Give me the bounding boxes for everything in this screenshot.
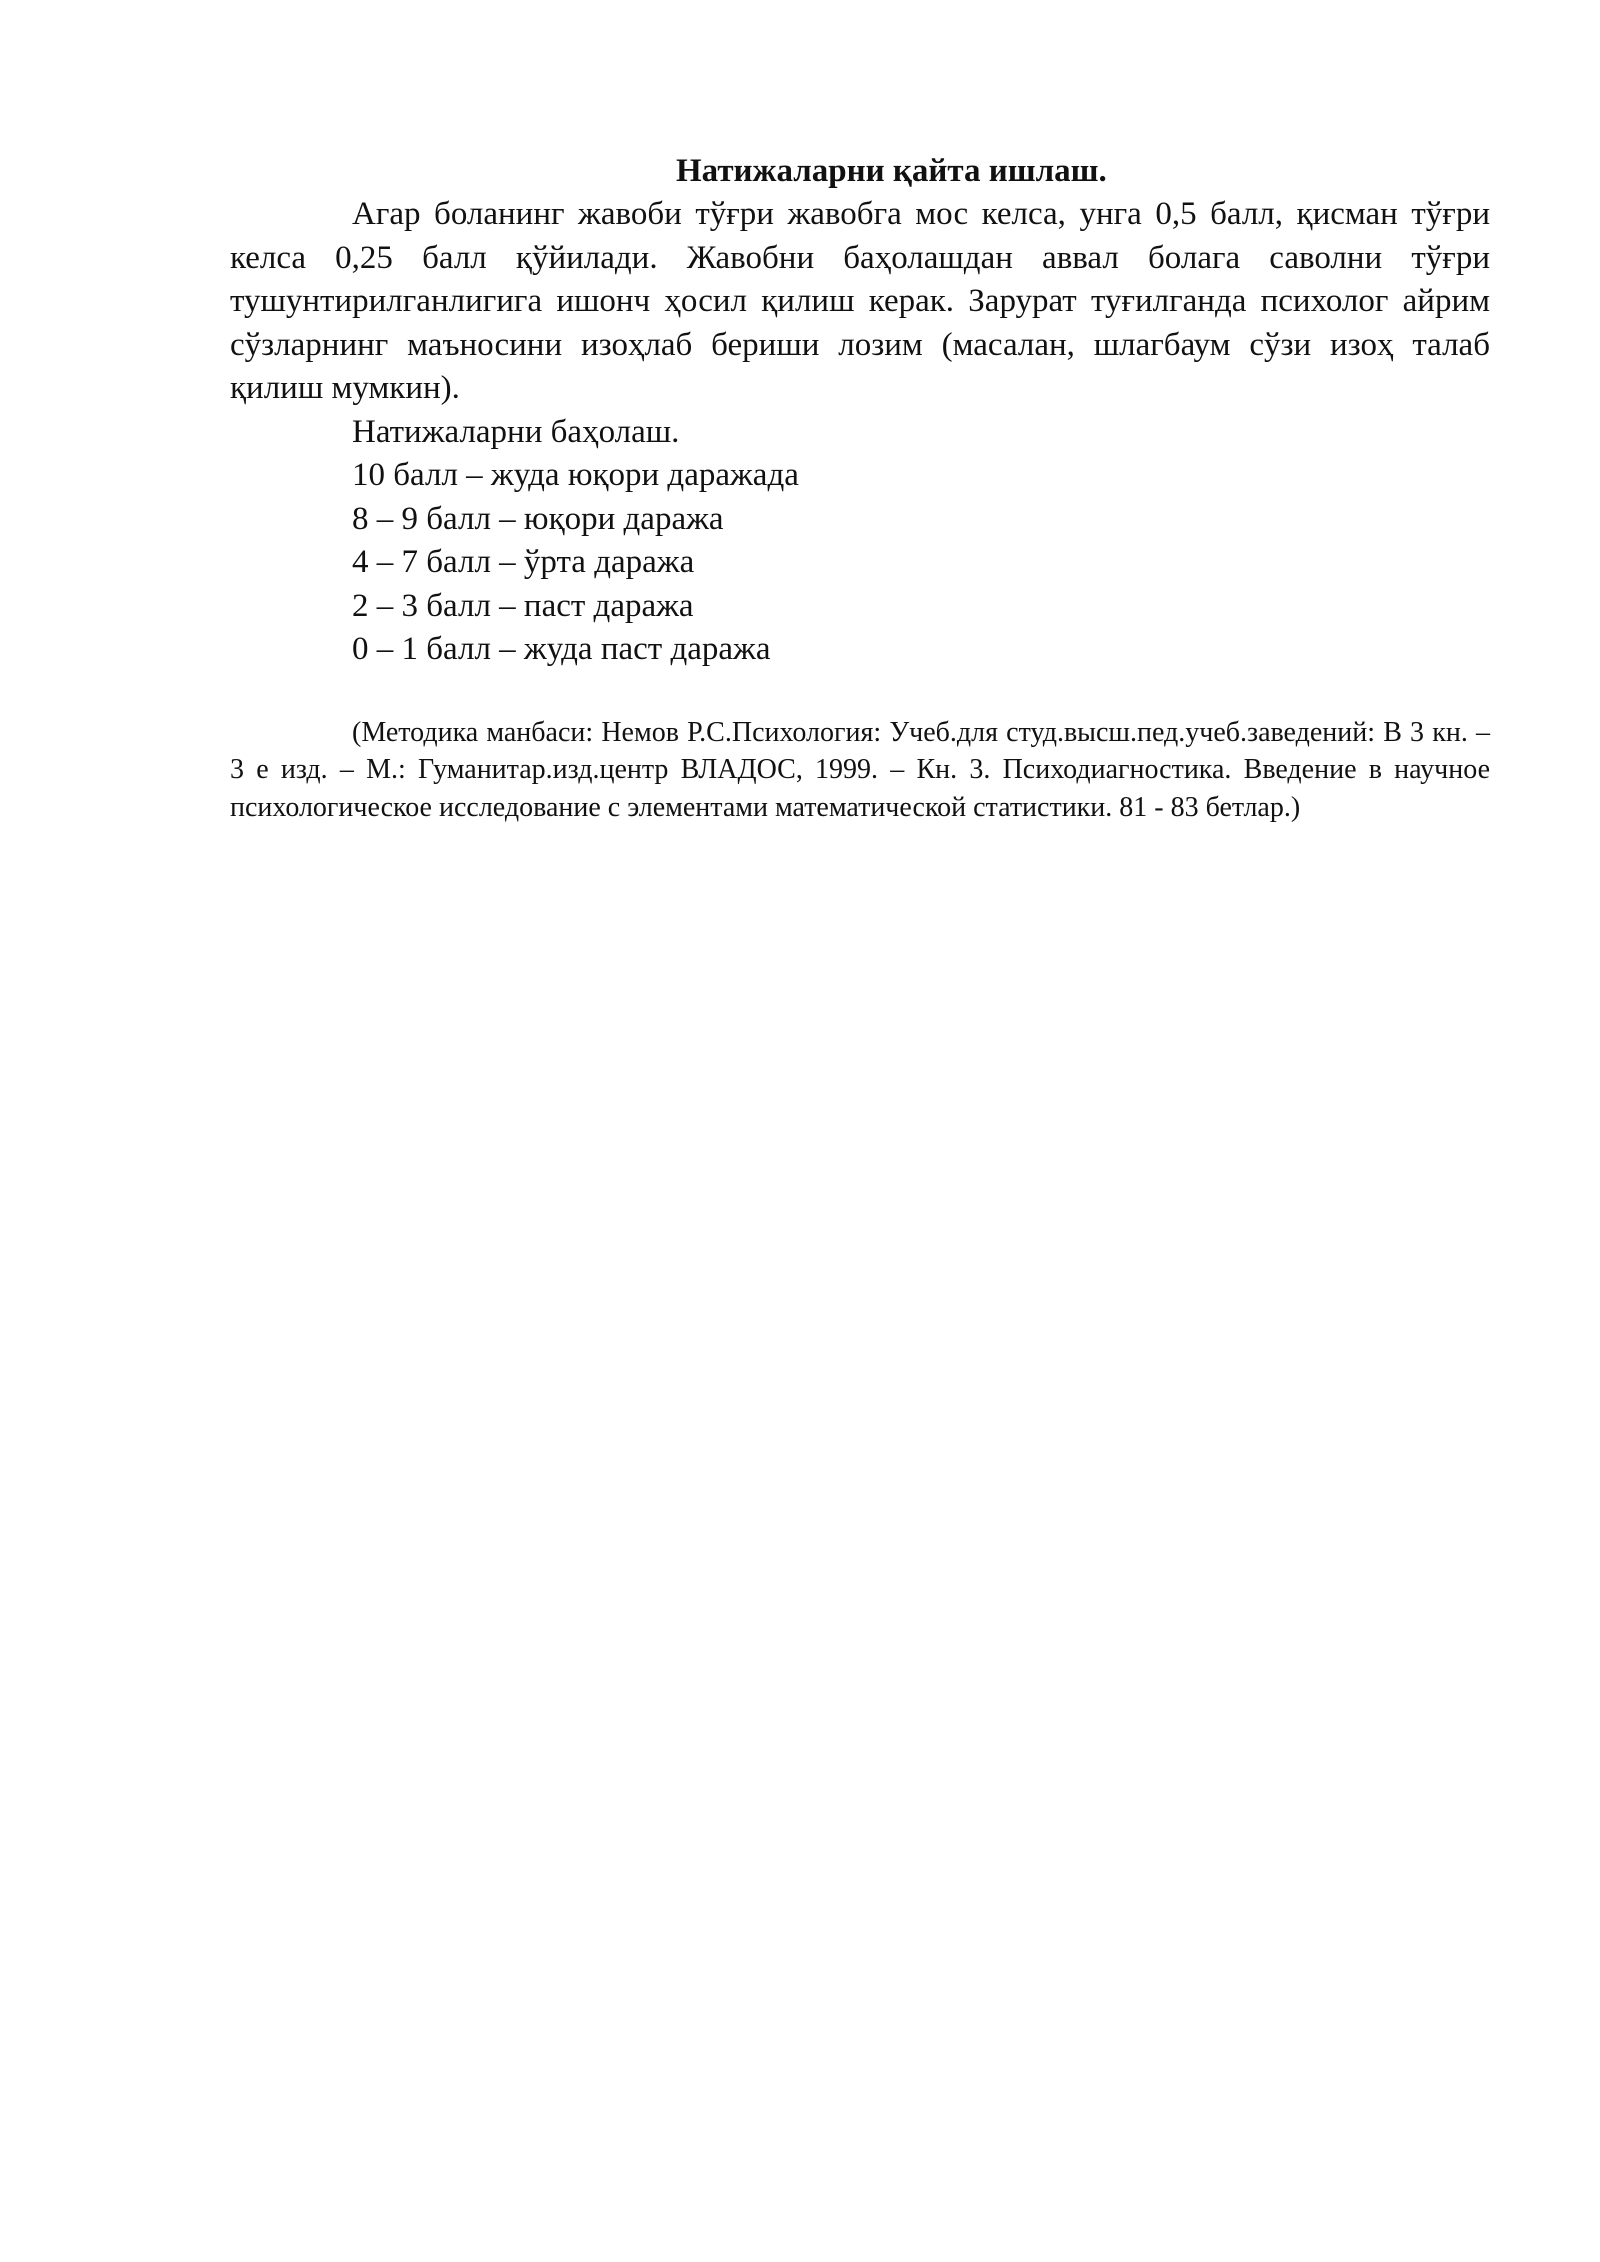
section-title: Натижаларни қайта ишлаш.	[676, 153, 1107, 189]
instruction-paragraph: Агар боланинг жавоби тўғри жавобга мос келса, унга 0,5 балл, қисман тўғри келса 0,25 балл қўйилади. Жавобни баҳолашдан аввал болага саволни тўғри тушунтирилганлигига ишонч ҳосил қилиш керак. Зарурат туғилганда психолог айрим сўзларнинг маъносини изоҳлаб бериши лозим (масалан, шлагбаум сўзи изоҳ талаб қилиш мумкин).	[230, 196, 1490, 406]
score-item: 8 – 9 балл – юқори даража	[352, 500, 724, 537]
source-citation: (Методика манбаси: Немов Р.С.Психология: Учеб.для студ.высш.пед.учеб.заведений: В 3 кн. – 3 е изд. – М.: Гуманитар.изд.центр ВЛАДОС, 1999. – Кн. 3. Психодиагностика. Введение в научное психологическое исследование с элементами математической статистики. 81 - 83 бетлар.)	[230, 716, 1490, 823]
scoring-heading: Натижаларни баҳолаш.	[352, 413, 680, 450]
scoring-list	[230, 454, 1490, 672]
score-item: 4 – 7 балл – ўрта даража	[352, 544, 695, 580]
score-item: 0 – 1 балл – жуда паст даража	[352, 631, 771, 667]
document-page	[230, 150, 1490, 854]
score-item: 10 балл – жуда юқори даражада	[352, 457, 799, 493]
score-item: 2 – 3 балл – паст даража	[352, 587, 694, 624]
